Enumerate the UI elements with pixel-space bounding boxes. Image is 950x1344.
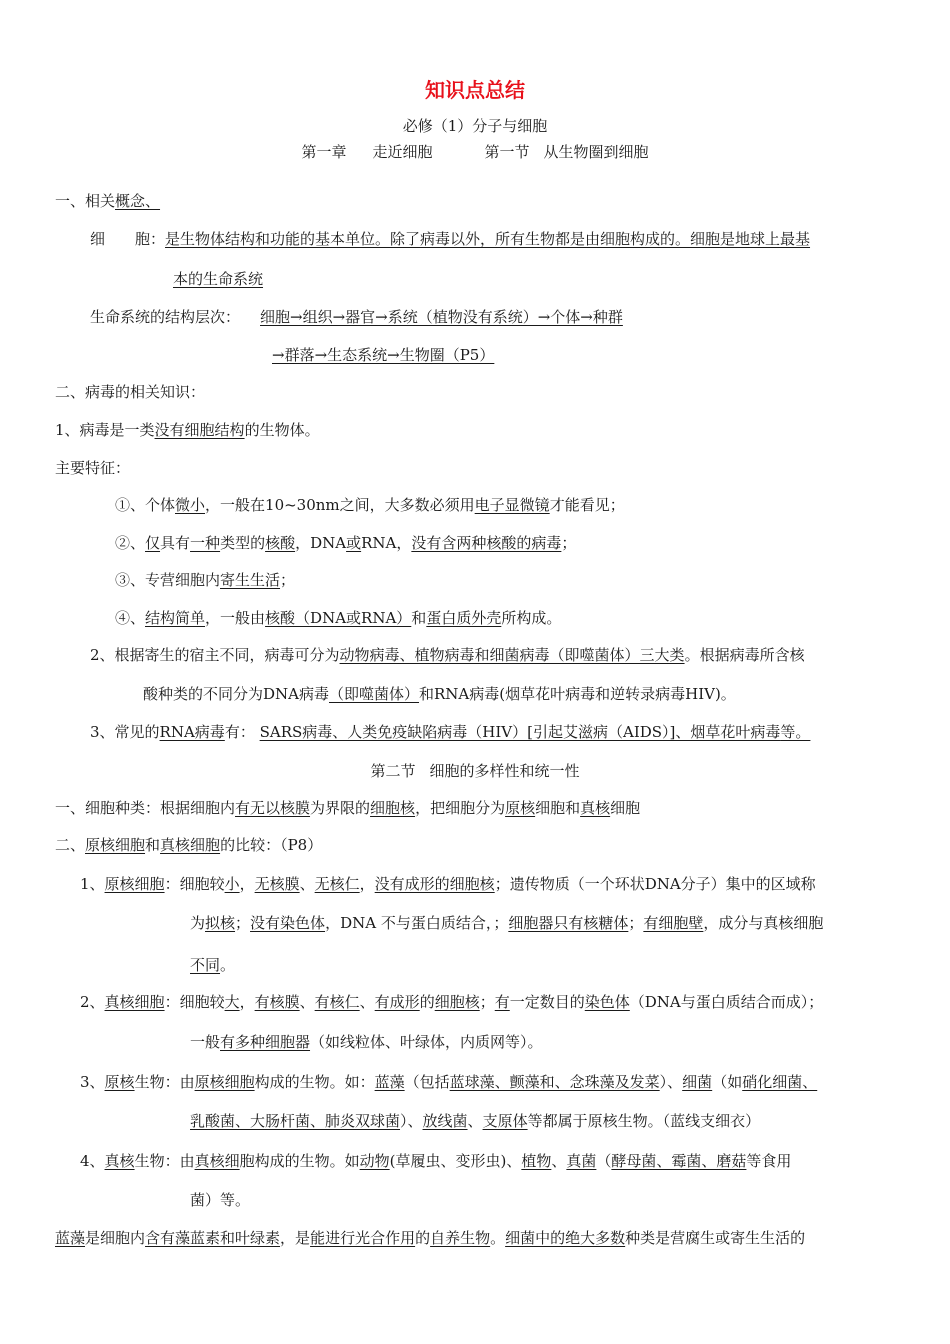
eukaryote-organisms-cont: 菌）等。 [190, 1191, 251, 1209]
feature-2: ②、仅具有一种类型的核酸，DNA或RNA，没有含两种核酸的病毒； [115, 534, 577, 552]
prokaryote-organisms: 3、原核生物：由原核细胞构成的生物。如：蓝藻（包括蓝球藻、颤藻和、念珠藻及发菜）、细菌（如硝化细菌、 [80, 1073, 818, 1091]
document-title: 知识点总结 [425, 78, 525, 102]
cell-definition: 细 胞：是生物体结构和功能的基本单位。除了病毒以外，所有生物都是由细胞构成的。细胞是地球上最基 [90, 230, 811, 248]
document-subtitle: 必修（1）分子与细胞 [402, 117, 548, 135]
life-system-levels-cont: →群落→生态系统→生物圈（P5） [272, 346, 495, 364]
feature-3: ③、专营细胞内寄生生活； [115, 571, 296, 589]
main-features-label: 主要特征： [55, 459, 131, 477]
cell-types: 一、细胞种类：根据细胞内有无以核膜为界限的细胞核，把细胞分为原核细胞和真核细胞 [55, 799, 641, 817]
comparison-heading: 二、原核细胞和真核细胞的比较：（P8） [55, 836, 323, 854]
feature-4: ④、结构简单，一般由核酸（DNA或RNA）和蛋白质外壳所构成。 [115, 609, 562, 627]
virus-point-2: 2、根据寄生的宿主不同，病毒可分为动物病毒、植物病毒和细菌病毒（即噬菌体）三大类。根据病毒所含核 [90, 646, 805, 664]
prokaryote-item-cont2: 不同。 [190, 956, 236, 974]
prokaryote-item-cont: 为拟核；没有染色体，DNA 不与蛋白质结合，；细胞器只有核糖体；有细胞壁，成分与真核细胞 [190, 914, 824, 932]
feature-1: ①、个体微小，一般在10~30nm之间，大多数必须用电子显微镜才能看见； [115, 496, 625, 514]
eukaryote-item-cont: 一般有多种细胞器（如线粒体、叶绿体，内质网等）。 [190, 1033, 543, 1051]
virus-point-2-cont: 酸种类的不同分为DNA病毒（即噬菌体）和RNA病毒(烟草花叶病毒和逆转录病毒HIV)。 [143, 685, 736, 703]
eukaryote-item: 2、真核细胞：细胞较大，有核膜、有核仁、有成形的细胞核；有一定数目的染色体（DNA与蛋白质结合而成）； [80, 993, 824, 1011]
prokaryote-organisms-cont: 乳酸菌、大肠杆菌、肺炎双球菌）、放线菌、支原体等都属于原核生物。（蓝线支细衣） [190, 1112, 761, 1130]
chapter-heading: 第一章 走近细胞 第一节 从生物圈到细胞 [301, 143, 649, 161]
prokaryote-item: 1、原核细胞：细胞较小，无核膜、无核仁，没有成形的细胞核；遗传物质（一个环状DNA分子）集中的区域称 [80, 875, 816, 893]
section-2-heading: 第二节 细胞的多样性和统一性 [370, 762, 580, 780]
virus-point-3: 3、常见的RNA病毒有： SARS病毒、人类免疫缺陷病毒（HIV）[引起艾滋病（AIDS）]、烟草花叶病毒等。 [90, 723, 811, 741]
life-system-levels: 生命系统的结构层次： 细胞→组织→器官→系统（植物没有系统）→个体→种群 [90, 308, 623, 326]
section-heading-virus: 二、病毒的相关知识： [55, 383, 206, 401]
section-heading-concepts: 一、相关概念、 [55, 192, 161, 210]
closing-paragraph: 蓝藻是细胞内含有藻蓝素和叶绿素，是能进行光合作用的自养生物。细菌中的绝大多数种类是营腐生或寄生生活的 [55, 1229, 806, 1247]
cell-definition-cont: 本的生命系统 [173, 270, 264, 288]
eukaryote-organisms: 4、真核生物：由真核细胞构成的生物。如动物(草履虫、变形虫)、植物、真菌（酵母菌、霉菌、磨菇等食用 [80, 1152, 792, 1170]
virus-point-1: 1、病毒是一类没有细胞结构的生物体。 [55, 421, 320, 439]
